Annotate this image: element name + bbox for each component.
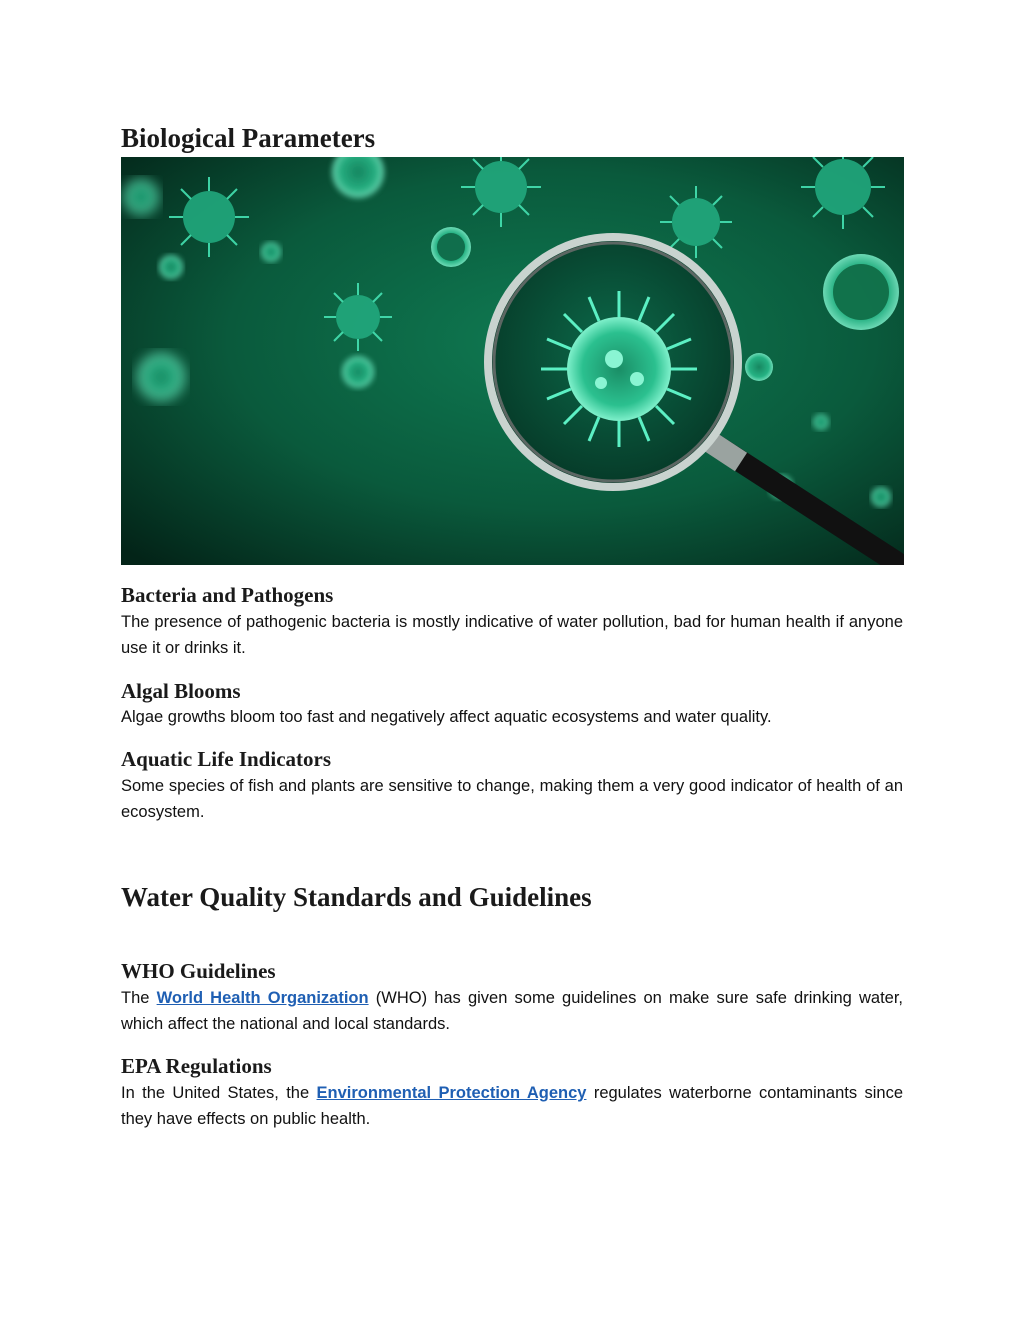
paragraph-bacteria: The presence of pathogenic bacteria is mostly indicative of water pollution, bad for human health if anyone use it or drinks it.	[121, 613, 903, 657]
heading-who: WHO Guidelines	[121, 959, 276, 983]
heading-aquatic: Aquatic Life Indicators	[121, 747, 331, 771]
who-text-after: (WHO) has given some guidelines on make sure safe drinking water, which affect the national and local standards.	[121, 989, 903, 1033]
paragraph-epa	[121, 1080, 903, 1132]
section-title-standards: Water Quality Standards and Guidelines	[121, 882, 592, 912]
heading-epa: EPA Regulations	[121, 1054, 272, 1078]
paragraph-who	[121, 985, 903, 1037]
environmental-protection-agency-link[interactable]: Environmental Protection Agency	[316, 1084, 587, 1102]
section-title-biological: Biological Parameters	[121, 123, 376, 153]
epa-text-before: In the United States, the	[121, 1084, 310, 1102]
world-health-organization-link[interactable]: World Health Organization	[156, 989, 369, 1007]
paragraph-aquatic: Some species of fish and plants are sensitive to change, making them a very good indicator of health of an ecosystem.	[121, 777, 903, 821]
paragraph-algal: Algae growths bloom too fast and negatively affect aquatic ecosystems and water quality.	[121, 708, 772, 726]
heading-bacteria: Bacteria and Pathogens	[121, 583, 334, 607]
virus-magnifier-image	[121, 157, 904, 565]
epa-text-after: regulates waterborne contaminants since they have effects on public health.	[121, 1084, 904, 1128]
heading-algal: Algal Blooms	[121, 679, 241, 703]
who-text-before: The	[121, 989, 150, 1007]
